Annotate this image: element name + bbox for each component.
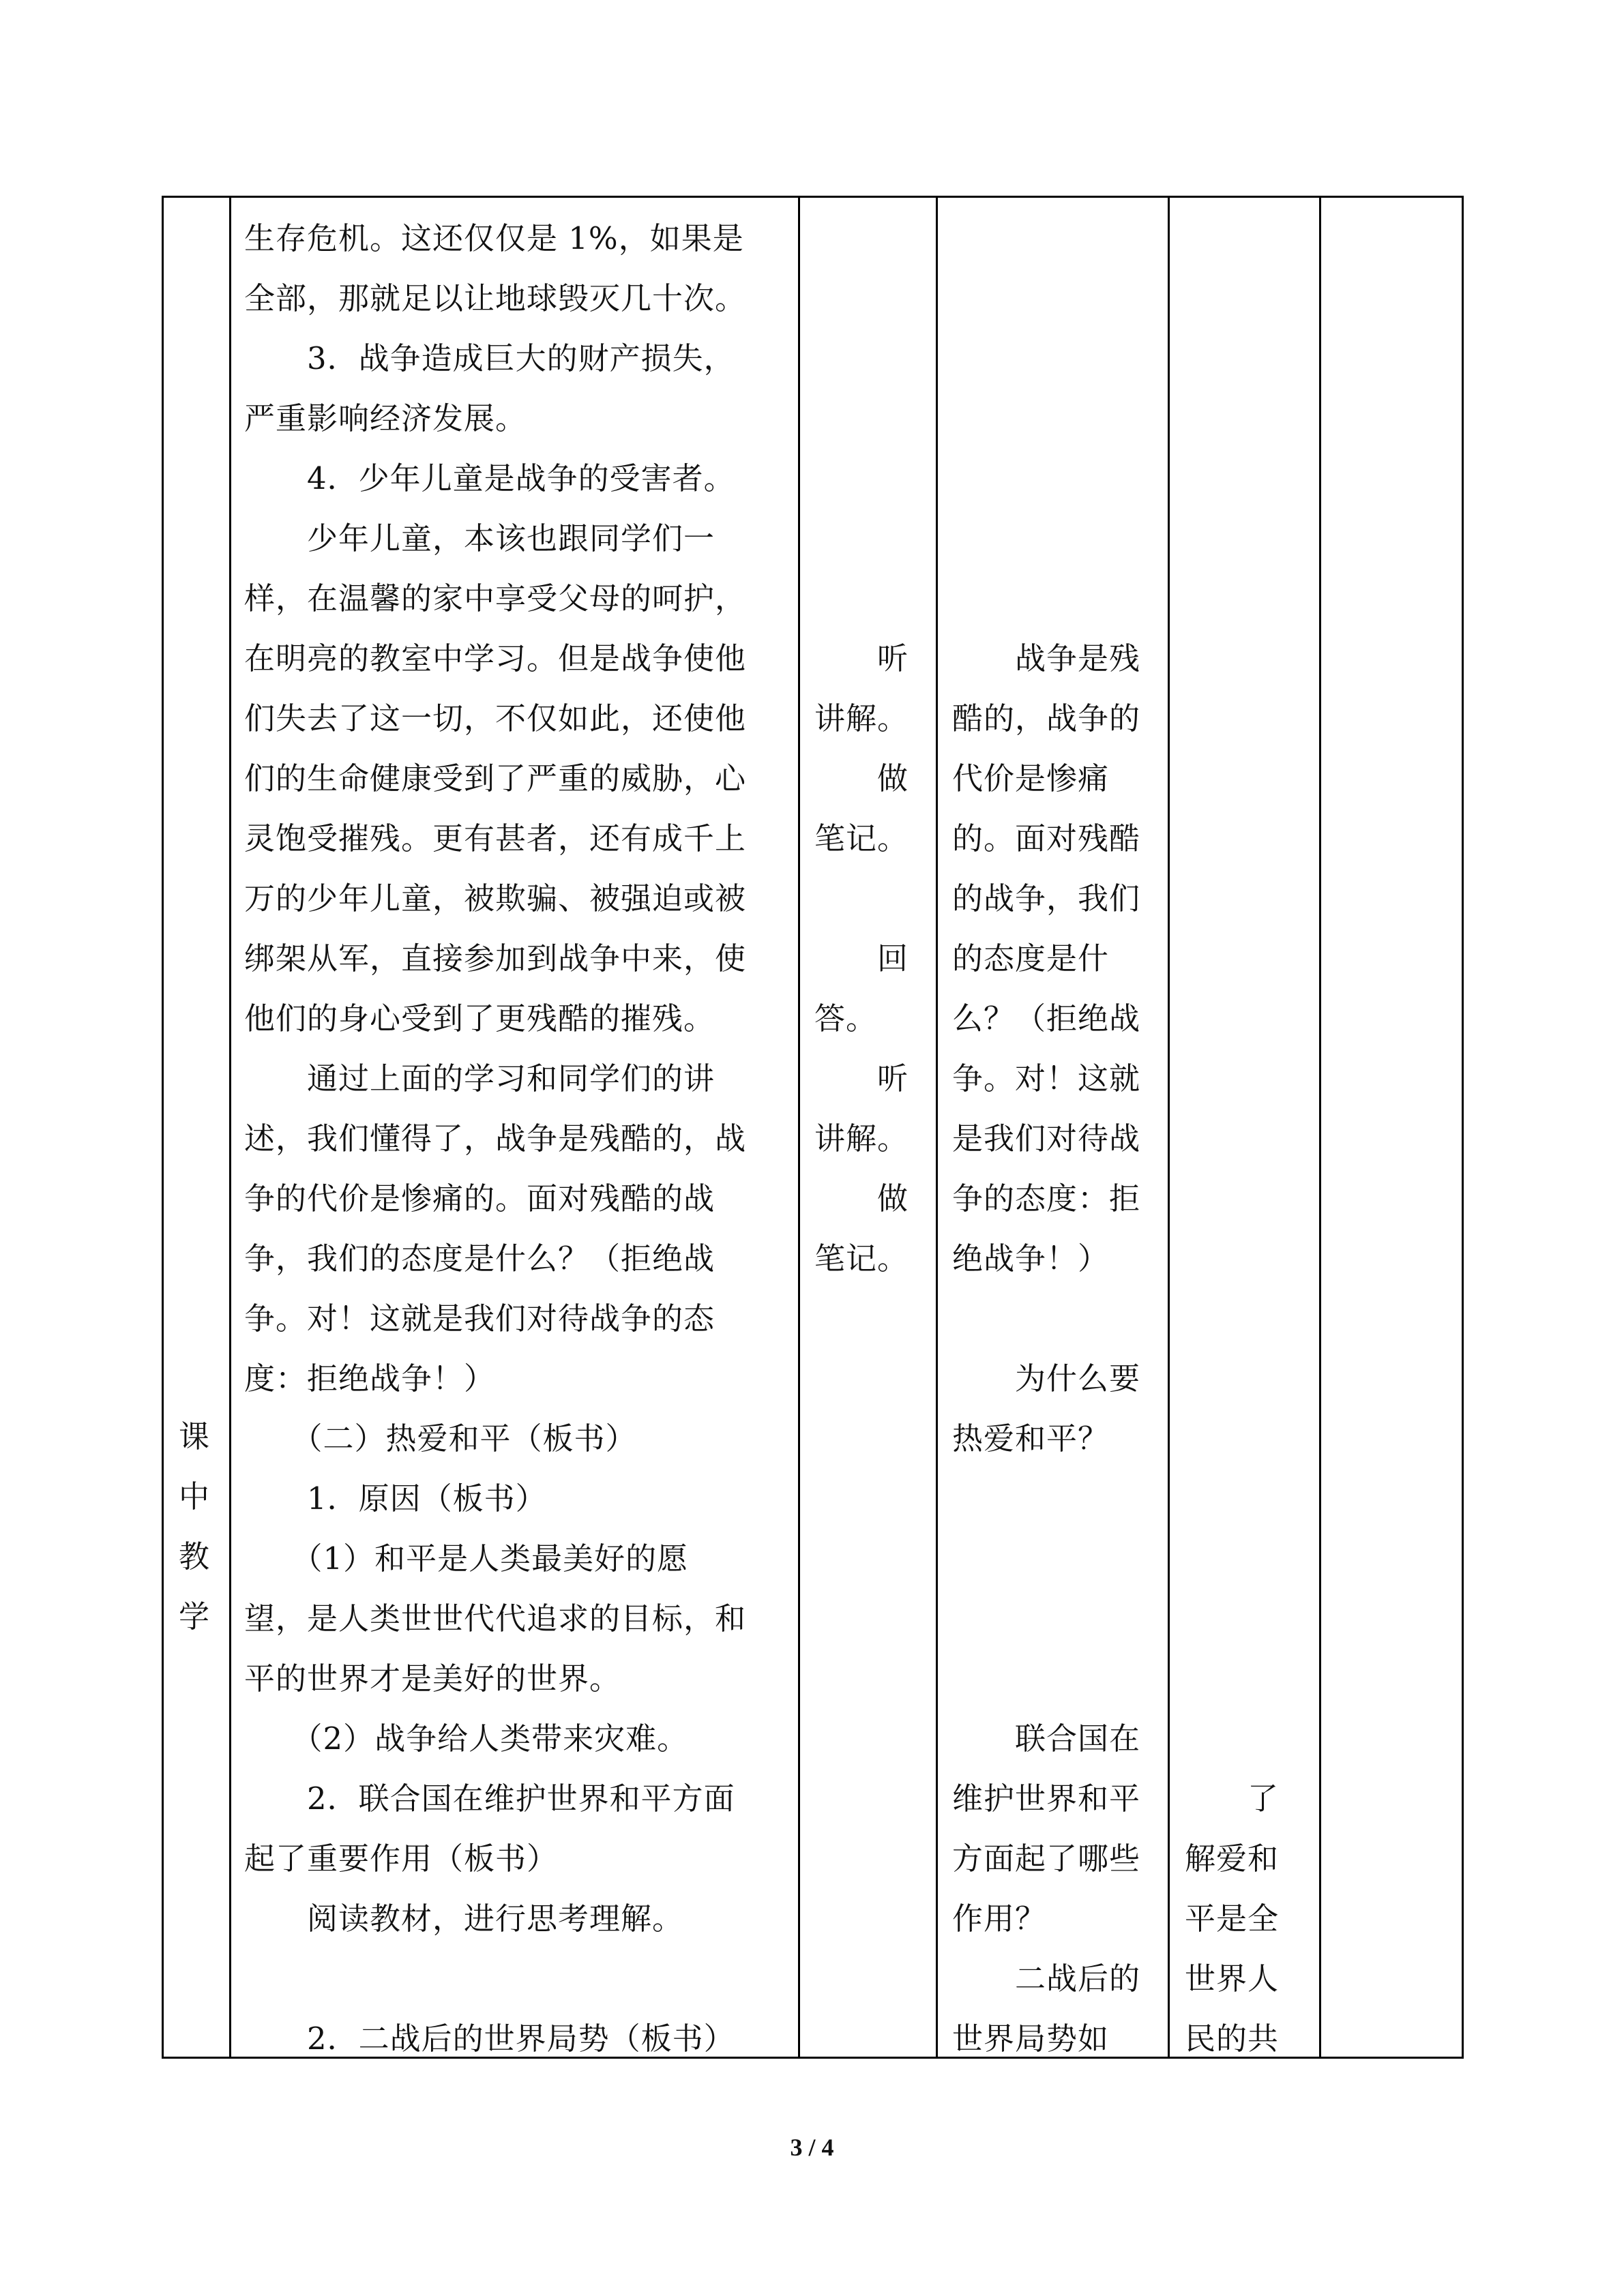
content-line: （1）和平是人类最美好的愿 [244,1540,689,1577]
table-border-left [162,196,164,2059]
design-line: 世界局势如 [952,2021,1110,2057]
design-line: 绝战争！） [952,1240,1110,1277]
student-activity-line: 听 [814,640,909,676]
design-line: 的态度是什 [952,940,1110,976]
content-line: 度：拒绝战争！） [244,1360,496,1397]
content-line: 2．二战后的世界局势（板书） [244,2021,735,2057]
content-line: 平的世界才是美好的世界。 [244,1660,621,1697]
content-line: 们失去了这一切，不仅如此，还使他 [244,700,747,736]
content-line: 万的少年儿童，被欺骗、被强迫或被 [244,880,747,916]
content-line: 争的代价是惨痛的。面对残酷的战 [244,1180,715,1217]
content-line: 全部，那就足以让地球毁灭几十次。 [244,280,747,316]
content-line: 争，我们的态度是什么？（拒绝战 [244,1240,715,1277]
content-line: 阅读教材，进行思考理解。 [244,1900,684,1937]
section-label-char: 教 [179,1538,210,1575]
column-divider-1 [229,196,231,2059]
student-activity-line: 答。 [814,1000,878,1037]
column-divider-4 [1168,196,1170,2059]
design-line: 的。面对残酷 [952,820,1141,856]
content-line: 在明亮的教室中学习。但是战争使他 [244,640,747,676]
table-border-right [1462,196,1464,2059]
design-line: 的战争，我们 [952,880,1141,916]
student-activity-line: 做 [814,1180,909,1217]
content-line: 4．少年儿童是战争的受害者。 [244,460,735,496]
content-line: 述，我们懂得了，战争是残酷的，战 [244,1120,747,1157]
goal-line: 民的共 [1185,2021,1280,2057]
design-line: 酷的，战争的 [952,700,1141,736]
section-label-char: 学 [179,1598,210,1635]
design-line: 联合国在 [952,1720,1141,1757]
content-line: 少年儿童，本该也跟同学们一 [244,520,715,556]
content-line: 严重影响经济发展。 [244,400,527,436]
goal-line: 世界人 [1185,1960,1280,1997]
content-line: 1．原因（板书） [244,1480,547,1517]
page-number: 3 / 4 [790,2134,834,2161]
student-activity-line: 做 [814,760,909,796]
content-line: （2）战争给人类带来灾难。 [244,1720,689,1757]
student-activity-line: 回 [814,940,909,976]
content-line: 通过上面的学习和同学们的讲 [244,1060,715,1097]
content-line: 灵饱受摧残。更有甚者，还有成千上 [244,820,747,856]
goal-line: 了 [1185,1780,1280,1817]
section-label-char: 课 [179,1418,210,1455]
column-divider-3 [936,196,938,2059]
student-activity-line: 讲解。 [814,700,909,736]
content-line: 3．战争造成巨大的财产损失， [244,340,735,376]
design-line: 作用？ [952,1900,1047,1937]
column-divider-5 [1319,196,1321,2059]
content-line: 他们的身心受到了更残酷的摧残。 [244,1000,715,1037]
student-activity-line: 笔记。 [814,820,909,856]
content-line: 绑架从军，直接参加到战争中来，使 [244,940,747,976]
content-line: 生存危机。这还仅仅是 1%，如果是 [244,220,744,256]
table-border-top [162,196,1464,198]
content-line: 望，是人类世世代代追求的目标，和 [244,1600,747,1637]
design-line: 二战后的 [952,1960,1141,1997]
content-line: 样，在温馨的家中享受父母的呵护， [244,580,747,616]
column-divider-2 [798,196,800,2059]
design-line: 维护世界和平 [952,1780,1141,1817]
content-line: 2．联合国在维护世界和平方面 [244,1780,735,1817]
student-activity-line: 听 [814,1060,909,1097]
section-label-char: 中 [179,1478,210,1515]
design-line: 是我们对待战 [952,1120,1141,1157]
student-activity-line: 讲解。 [814,1120,909,1157]
student-activity-line: 笔记。 [814,1240,909,1277]
content-line: 们的生命健康受到了严重的威胁，心 [244,760,747,796]
design-line: 战争是残 [952,640,1141,676]
goal-line: 解爱和 [1185,1840,1280,1877]
design-line: 方面起了哪些 [952,1840,1141,1877]
design-line: 争。对！这就 [952,1060,1141,1097]
content-line: （二）热爱和平（板书） [244,1420,637,1457]
design-line: 为什么要 [952,1360,1141,1397]
goal-line: 平是全 [1185,1900,1280,1937]
design-line: 代价是惨痛 [952,760,1110,796]
content-line: 起了重要作用（板书） [244,1840,559,1877]
design-line: 热爱和平？ [952,1420,1110,1457]
design-line: 么？（拒绝战 [952,1000,1141,1037]
design-line: 争的态度：拒 [952,1180,1141,1217]
content-line: 争。对！这就是我们对待战争的态 [244,1300,715,1337]
